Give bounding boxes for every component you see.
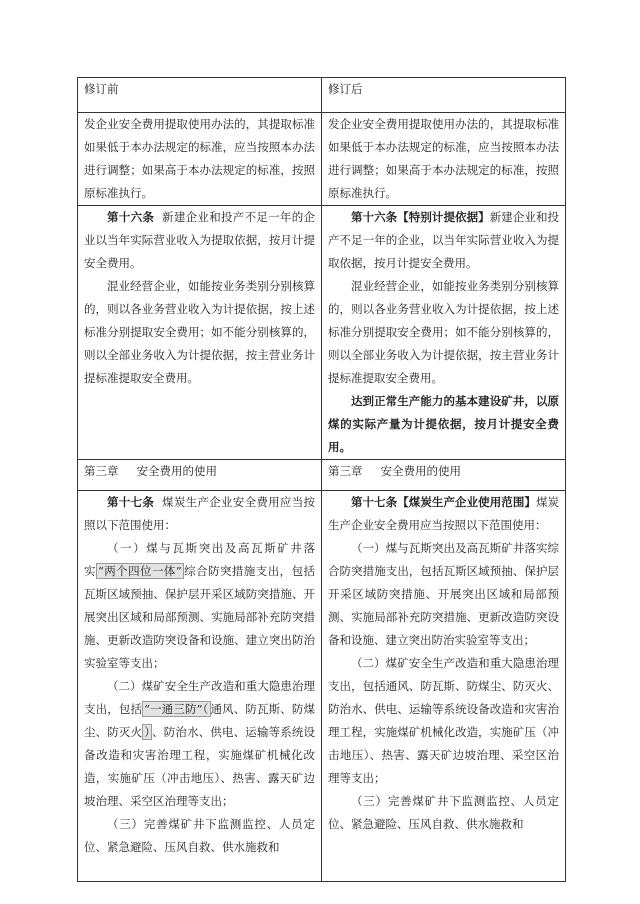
- article-paragraph: [328, 491, 559, 537]
- chapter-title: 安全费用的使用: [136, 464, 217, 478]
- revision-comparison-table: [77, 77, 566, 882]
- highlighted-term: ）: [144, 725, 151, 739]
- article-paragraph: [328, 206, 559, 275]
- list-item: （一）煤与瓦斯突出及高瓦斯矿井落实综合防突措施支出，包括瓦斯区域预抽、保护层开采区域防突措施、开展突出区域和局部预测、实施局部补充防突措施、更新改造防突设备和设施、建立突出防治实验室等支出；: [328, 541, 559, 647]
- chapter-title: 安全费用的使用: [380, 464, 461, 478]
- list-item: （二）煤矿安全生产改造和重大隐患治理支出，包括通风、防瓦斯、防煤尘、防灭火、防治水、供电、运输等系统设备改造和灾害治理工程，实施煤矿机械化改造，实施矿压（冲击地压）、热害、露天矿边坡治理、采空区治理等支出；: [328, 656, 559, 785]
- article-text: 煤炭生产企业安全费用应当按照以下范围使用：: [328, 495, 559, 532]
- chapter-number: 第三章: [328, 464, 363, 478]
- chapter-heading-after: [322, 460, 566, 491]
- highlighted-term: “一通三防”（: [144, 702, 209, 716]
- cell-before: [78, 113, 322, 206]
- article-paragraph: [84, 206, 315, 275]
- highlighted-term: “两个四位一体”: [97, 564, 182, 578]
- cell-after: [322, 113, 566, 206]
- cell-before: [78, 491, 322, 882]
- chapter-heading-before: [78, 460, 322, 491]
- article-title: 第十六条【特别计提依据】: [351, 210, 490, 224]
- table-row-article-17: [78, 491, 566, 882]
- article-paragraph: [84, 491, 315, 537]
- chapter-number: 第三章: [84, 464, 119, 478]
- list-item: （一）煤与瓦斯突出及高瓦斯矿井落实 “两个四位一体” 综合防突措施支出，包括瓦斯区域预抽、保护层开采区域防突措施、开展突出区域和局部预测、实施局部补充防突措施、更新改造防突设备和设施、建立突出防治实验室等支出；: [84, 541, 315, 670]
- header-after: 修订后: [322, 78, 566, 113]
- cell-before: [78, 206, 322, 460]
- article-title: 第十六条: [107, 210, 155, 224]
- article-title: 第十七条【煤炭生产企业使用范围】: [351, 495, 536, 509]
- cell-after: [322, 206, 566, 460]
- article-text: 新建企业和投产不足一年的企业以当年实际营业收入为提取依据，按月计提安全费用。: [84, 210, 316, 270]
- table-row-chapter: [78, 460, 566, 491]
- article-title: 第十七条: [107, 495, 155, 509]
- list-item: （三）完善煤矿井下监测监控、人员定位、紧急避险、压风自救、供水施救和: [84, 817, 315, 854]
- table-header-row: [78, 78, 566, 113]
- header-before: 修订前: [78, 78, 322, 113]
- list-item: （二）煤矿安全生产改造和重大隐患治理支出，包括 “一通三防”（ 通风、防瓦斯、防煤尘、防灭火 ） 、防治水、供电、运输等系统设备改造和灾害治理工程，实施煤矿机械化改造，实施矿压（冲击地压）、热害、露天矿边坡治理、采空区治理等支出；: [84, 679, 315, 808]
- added-paragraph: 达到正常生产能力的基本建设矿井，以原煤的实际产量为计提依据，按月计提安全费用。: [328, 394, 559, 454]
- paragraph: 混业经营企业，如能按业务类别分别核算的，则以各业务营业收入为计提依据，按上述标准分别提取安全费用；如不能分别核算的，则以全部业务收入为计提依据，按主营业务计提标准提取安全费用。: [328, 279, 559, 385]
- article-text: 新建企业和投产不足一年的企业，以当年实际营业收入为提取依据，按月计提安全费用。: [328, 210, 560, 270]
- table-row-continued: [78, 113, 566, 206]
- article-text: 煤炭生产企业安全费用应当按照以下范围使用：: [84, 495, 315, 532]
- list-item: （三）完善煤矿井下监测监控、人员定位、紧急避险、压风自救、供水施救和: [328, 794, 559, 831]
- paragraph: 混业经营企业，如能按业务类别分别核算的，则以各业务营业收入为计提依据，按上述标准分别提取安全费用；如不能分别核算的，则以全部业务收入为计提依据，按主营业务计提标准提取安全费用。: [84, 279, 315, 385]
- paragraph: 发企业安全费用提取使用办法的，其提取标准如果低于本办法规定的标准，应当按照本办法进行调整；如果高于本办法规定的标准，按照原标准执行。: [84, 117, 315, 200]
- cell-after: [322, 491, 566, 882]
- table-row-article-16: [78, 206, 566, 460]
- paragraph: 发企业安全费用提取使用办法的，其提取标准如果低于本办法规定的标准，应当按照本办法进行调整；如果高于本办法规定的标准，按照原标准执行。: [328, 117, 559, 200]
